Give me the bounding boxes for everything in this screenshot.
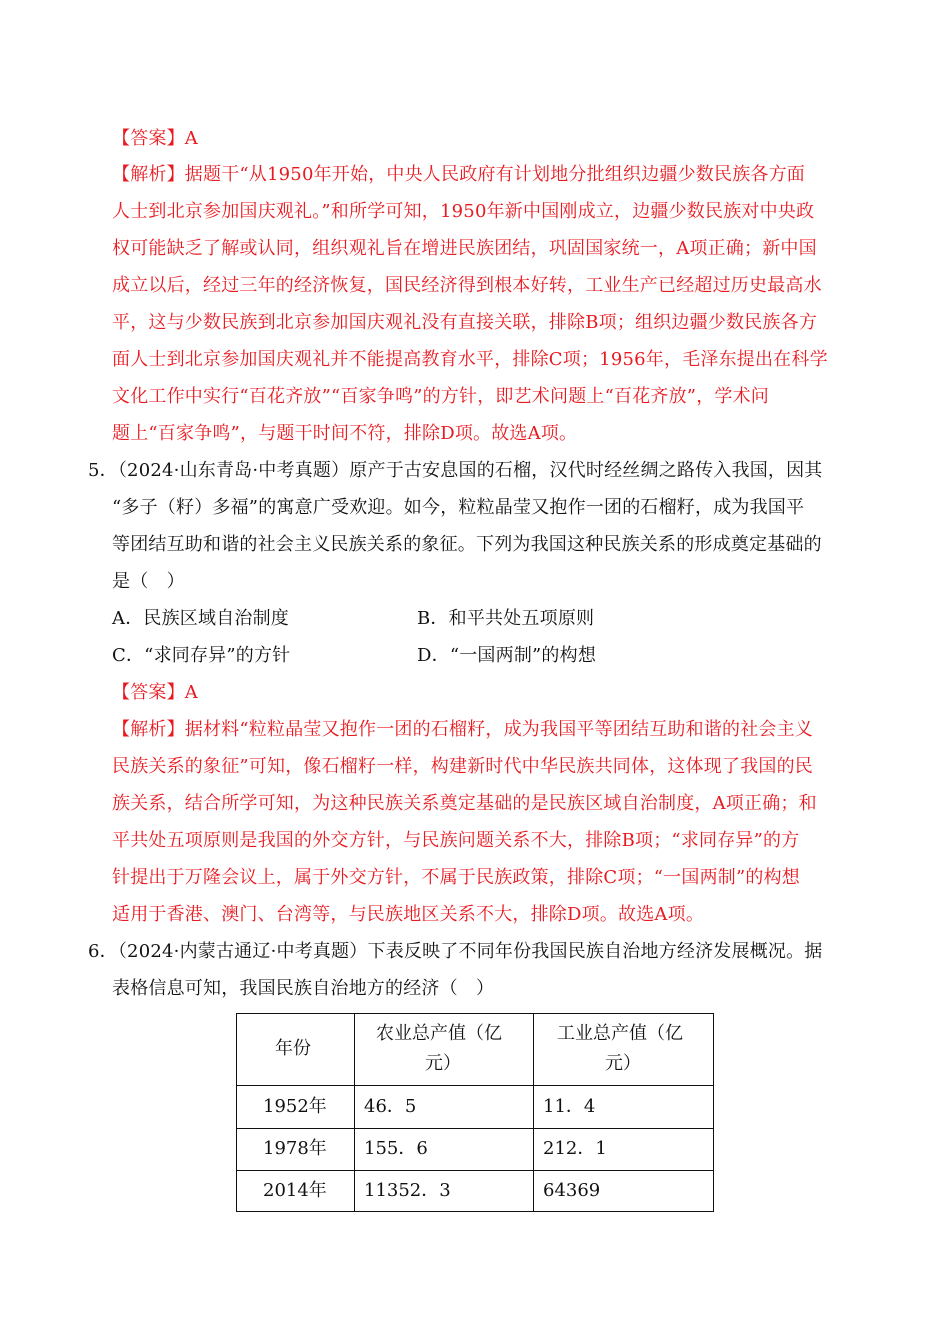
table-cell-year: 2014年 (263, 1180, 327, 1201)
q5-analysis-line: 适用于香港、澳门、台湾等，与民族地区关系不大，排除D项。故选A项。 (112, 904, 705, 925)
q5-analysis-line: 针提出于万隆会议上，属于外交方针，不属于民族政策，排除C项；“一国两制”的构想 (112, 867, 800, 888)
table-border (236, 1085, 714, 1086)
q4-answer: 【答案】A (112, 128, 198, 149)
q4-analysis-line: 文化工作中实行“百花齐放”“百家争鸣”的方针，即艺术问题上“百花齐放”，学术问 (112, 386, 770, 407)
table-cell-year: 1978年 (263, 1138, 327, 1159)
q5-stem-line: 等团结互助和谐的社会主义民族关系的象征。下列为我国这种民族关系的形成奠定基础的 (112, 534, 822, 555)
table-border (236, 1128, 714, 1129)
q5-analysis-line: 平共处五项原则是我国的外交方针，与民族问题关系不大，排除B项；“求同存异”的方 (112, 830, 800, 851)
table-border (354, 1013, 355, 1212)
q4-analysis-line: 成立以后，经过三年的经济恢复，国民经济得到根本好转，工业生产已经超过历史最高水 (112, 275, 822, 296)
table-cell-agriculture: 46．5 (364, 1096, 417, 1117)
table-cell-industry: 64369 (543, 1180, 601, 1201)
q5-option-b: B．和平共处五项原则 (417, 608, 595, 629)
q5-option-c: C．“求同存异”的方针 (112, 645, 291, 666)
q6-stem-line: 表格信息可知，我国民族自治地方的经济（ ） (112, 978, 495, 999)
table-cell-year: 1952年 (263, 1096, 327, 1117)
q6-stem-line: 6．（2024·内蒙古通辽·中考真题）下表反映了不同年份我国民族自治地方经济发展概况。据 (88, 941, 823, 962)
table-header-agriculture-unit: 元） (425, 1053, 461, 1074)
q5-stem-line: “多子（籽）多福”的寓意广受欢迎。如今，粒粒晶莹又抱作一团的石榴籽，成为我国平 (112, 497, 805, 518)
table-border (713, 1013, 714, 1212)
q5-stem-line: 5．（2024·山东青岛·中考真题）原产于古安息国的石榴，汉代时经丝绸之路传入我国，因其 (88, 460, 823, 481)
q5-answer: 【答案】A (112, 682, 198, 703)
table-header-industry-unit: 元） (605, 1053, 641, 1074)
q4-analysis-line: 面人士到北京参加国庆观礼并不能提高教育水平，排除C项；1956年，毛泽东提出在科学 (112, 349, 828, 370)
q4-analysis-line: 权可能缺乏了解或认同，组织观礼旨在增进民族团结，巩固国家统一，A项正确；新中国 (112, 238, 817, 259)
q4-analysis-line: 平，这与少数民族到北京参加国庆观礼没有直接关联，排除B项；组织边疆少数民族各方 (112, 312, 818, 333)
table-border (236, 1013, 714, 1014)
q4-analysis-line: 人士到北京参加国庆观礼。”和所学可知，1950年新中国刚成立，边疆少数民族对中央政 (112, 201, 815, 222)
q5-option-a: A．民族区域自治制度 (112, 608, 289, 629)
table-cell-industry: 212．1 (543, 1138, 607, 1159)
table-header-industry: 工业总产值（亿 (557, 1023, 683, 1044)
table-cell-agriculture: 155．6 (364, 1138, 428, 1159)
q5-stem-line: 是（ ） (112, 571, 185, 592)
q5-analysis-line: 民族关系的象征”可知，像石榴籽一样，构建新时代中华民族共同体，这体现了我国的民 (112, 756, 813, 777)
q4-analysis-line: 【解析】据题干“从1950年开始，中央人民政府有计划地分批组织边疆少数民族各方面 (112, 164, 806, 185)
table-border (236, 1013, 237, 1212)
table-border (533, 1013, 534, 1212)
table-border (236, 1211, 714, 1212)
table-cell-agriculture: 11352．3 (364, 1180, 451, 1201)
table-border (236, 1170, 714, 1171)
table-header-agriculture: 农业总产值（亿 (376, 1023, 502, 1044)
q5-analysis-line: 【解析】据材料“粒粒晶莹又抱作一团的石榴籽，成为我国平等团结互助和谐的社会主义 (112, 719, 813, 740)
q5-option-d: D．“一国两制”的构想 (417, 645, 597, 666)
table-cell-industry: 11．4 (543, 1096, 596, 1117)
q4-analysis-line: 题上“百家争鸣”，与题干时间不符，排除D项。故选A项。 (112, 423, 578, 444)
table-header-year: 年份 (275, 1038, 311, 1059)
q5-analysis-line: 族关系，结合所学可知，为这种民族关系奠定基础的是民族区域自治制度，A项正确；和 (112, 793, 817, 814)
